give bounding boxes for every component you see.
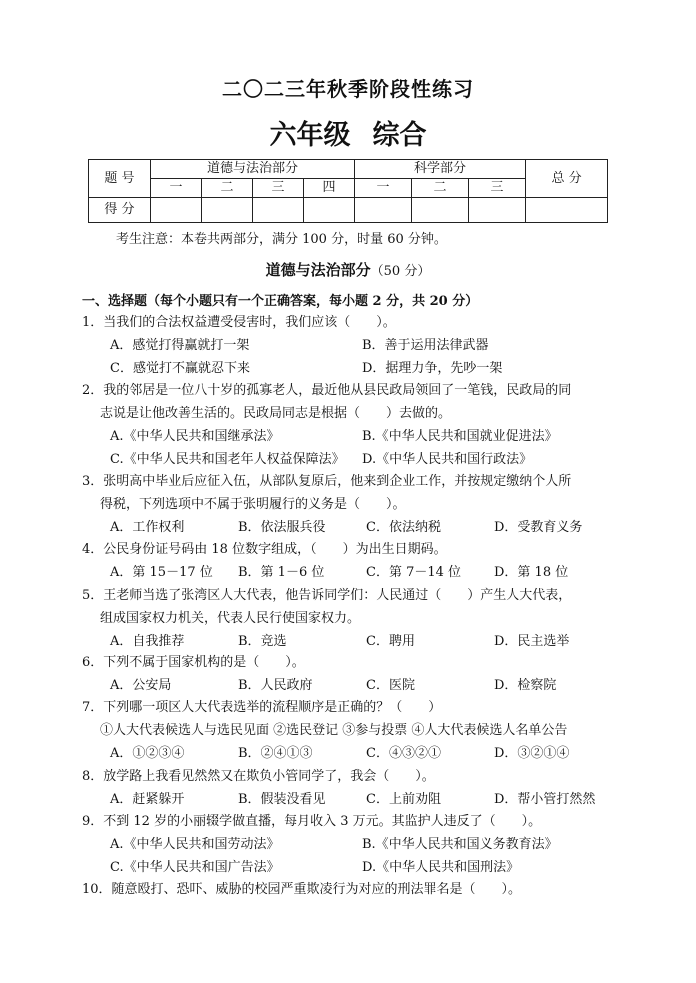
question <box>82 470 622 539</box>
page-title: 二〇二三年秋季阶段性练习 <box>222 77 474 101</box>
option[interactable]: B．善于运用法律武器 <box>362 338 489 353</box>
question <box>82 538 622 584</box>
question-stem: 2．我的邻居是一位八十岁的孤寡老人，最近他从县民政局领回了一笔钱，民政局的同 <box>82 383 572 398</box>
question-stem-continued: 志说是让他改善生活的。民政局同志是根据（ ）去做的。 <box>100 406 452 421</box>
part-heading: 一、选择题（每个小题只有一个正确答案，每小题 2 分，共 20 分） <box>82 294 479 309</box>
option[interactable]: C．上前劝阻 <box>366 792 441 807</box>
score-cell[interactable] <box>304 198 355 223</box>
grade-label: 六年级 <box>269 120 351 151</box>
option[interactable]: C．感觉打不赢就忍下来 <box>110 361 250 376</box>
option[interactable]: D．第 18 位 <box>494 565 569 580</box>
col-header: 一 <box>355 179 412 198</box>
total-score-label: 总 分 <box>526 160 608 198</box>
score-table <box>88 159 608 223</box>
section-score: （50 分） <box>370 264 431 279</box>
group-moral-law: 道德与法治部分 <box>151 160 355 179</box>
option[interactable]: D.《中华人民共和国行政法》 <box>362 452 533 467</box>
option[interactable]: A.《中华人民共和国继承法》 <box>110 429 280 444</box>
option[interactable]: C．聘用 <box>366 634 415 649</box>
option[interactable]: B．第 1－6 位 <box>238 565 325 580</box>
option[interactable]: C．第 7－14 位 <box>366 565 462 580</box>
col-header: 三 <box>469 179 526 198</box>
col-header: 二 <box>412 179 469 198</box>
question <box>82 379 622 471</box>
option[interactable]: D．据理力争，先吵一架 <box>362 361 503 376</box>
option[interactable]: B．②④①③ <box>238 746 313 761</box>
question-stem-continued: 得税，下列选项中不属于张明履行的义务是（ ）。 <box>100 497 406 512</box>
option[interactable]: B．假装没看见 <box>238 792 326 807</box>
question-stem-continued: 组成国家权力机关，代表人民行使国家权力。 <box>100 611 361 626</box>
option[interactable]: D．帮小管打然然 <box>494 792 596 807</box>
question-stem: 10．随意殴打、恐吓、威胁的校园严重欺凌行为对应的刑法罪名是（ ）。 <box>82 882 522 897</box>
option[interactable]: A.《中华人民共和国劳动法》 <box>110 837 280 852</box>
option[interactable]: C．④③②① <box>366 746 441 761</box>
score-cell[interactable] <box>151 198 202 223</box>
option[interactable]: D．③②①④ <box>494 746 570 761</box>
question <box>82 765 622 811</box>
question <box>82 584 622 653</box>
option[interactable]: B．人民政府 <box>238 678 313 693</box>
score-row-label: 得 分 <box>89 198 151 223</box>
score-cell[interactable] <box>202 198 253 223</box>
option[interactable]: C.《中华人民共和国老年人权益保障法》 <box>110 452 345 467</box>
question-stem: 1．当我们的合法权益遭受侵害时，我们应该（ ）。 <box>82 315 396 330</box>
question-stem: 4．公民身份证号码由 18 位数字组成，（ ）为出生日期码。 <box>82 542 447 557</box>
score-cell[interactable] <box>469 198 526 223</box>
section-title <box>0 259 696 280</box>
question-stem: 8．放学路上我看见然然又在欺负小管同学了，我会（ ）。 <box>82 769 435 784</box>
score-cell[interactable] <box>412 198 469 223</box>
option[interactable]: B．竞选 <box>238 634 287 649</box>
col-header: 二 <box>202 179 253 198</box>
question-stem: 7．下列哪一项区人大代表选举的流程顺序是正确的？（ ） <box>82 700 442 715</box>
option[interactable]: A．自我推荐 <box>110 634 185 649</box>
question-stem-continued: ①人大代表候选人与选民见面 ②选民登记 ③参与投票 ④人大代表候选人名单公告 <box>100 723 568 738</box>
option[interactable]: B.《中华人民共和国就业促进法》 <box>362 429 558 444</box>
question-number-label: 题 号 <box>89 160 151 198</box>
option[interactable]: A．第 15－17 位 <box>110 565 213 580</box>
option[interactable]: D．民主选举 <box>494 634 570 649</box>
question <box>82 651 622 697</box>
question-stem: 5．王老师当选了张湾区人大代表，他告诉同学们：人民通过（ ）产生人大代表， <box>82 588 572 603</box>
option[interactable]: A．公安局 <box>110 678 172 693</box>
question <box>82 311 622 380</box>
question-stem: 6．下列不属于国家机构的是（ ）。 <box>82 655 305 670</box>
option[interactable]: D.《中华人民共和国刑法》 <box>362 860 520 875</box>
section-name: 道德与法治部分 <box>265 261 371 279</box>
option[interactable]: B.《中华人民共和国义务教育法》 <box>362 837 558 852</box>
question-stem: 3．张明高中毕业后应征入伍，从部队复原后，他来到企业工作，并按规定缴纳个人所 <box>82 474 572 489</box>
option[interactable]: C．医院 <box>366 678 415 693</box>
option[interactable]: C.《中华人民共和国广告法》 <box>110 860 280 875</box>
question <box>82 696 622 765</box>
option[interactable]: B．依法服兵役 <box>238 520 326 535</box>
col-header: 一 <box>151 179 202 198</box>
subject-label: 综合 <box>372 120 427 151</box>
group-science: 科学部分 <box>355 160 526 179</box>
option[interactable]: D．受教育义务 <box>494 520 583 535</box>
col-header: 四 <box>304 179 355 198</box>
score-cell[interactable] <box>355 198 412 223</box>
option[interactable]: A．赶紧躲开 <box>110 792 185 807</box>
option[interactable]: A．工作权利 <box>110 520 185 535</box>
question <box>82 810 622 879</box>
total-score-cell[interactable] <box>526 198 608 223</box>
option[interactable]: A．感觉打得赢就打一架 <box>110 338 250 353</box>
col-header: 三 <box>253 179 304 198</box>
option[interactable]: C．依法纳税 <box>366 520 441 535</box>
exam-notice: 考生注意：本卷共两部分，满分 100 分，时量 60 分钟。 <box>116 232 447 247</box>
option[interactable]: A．①②③④ <box>110 746 185 761</box>
question-stem: 9．不到 12 岁的小丽辍学做直播，每月收入 3 万元。其监护人违反了（ ）。 <box>82 814 542 829</box>
option[interactable]: D．检察院 <box>494 678 557 693</box>
question <box>82 878 622 901</box>
score-cell[interactable] <box>253 198 304 223</box>
exam-subtitle <box>0 113 696 152</box>
